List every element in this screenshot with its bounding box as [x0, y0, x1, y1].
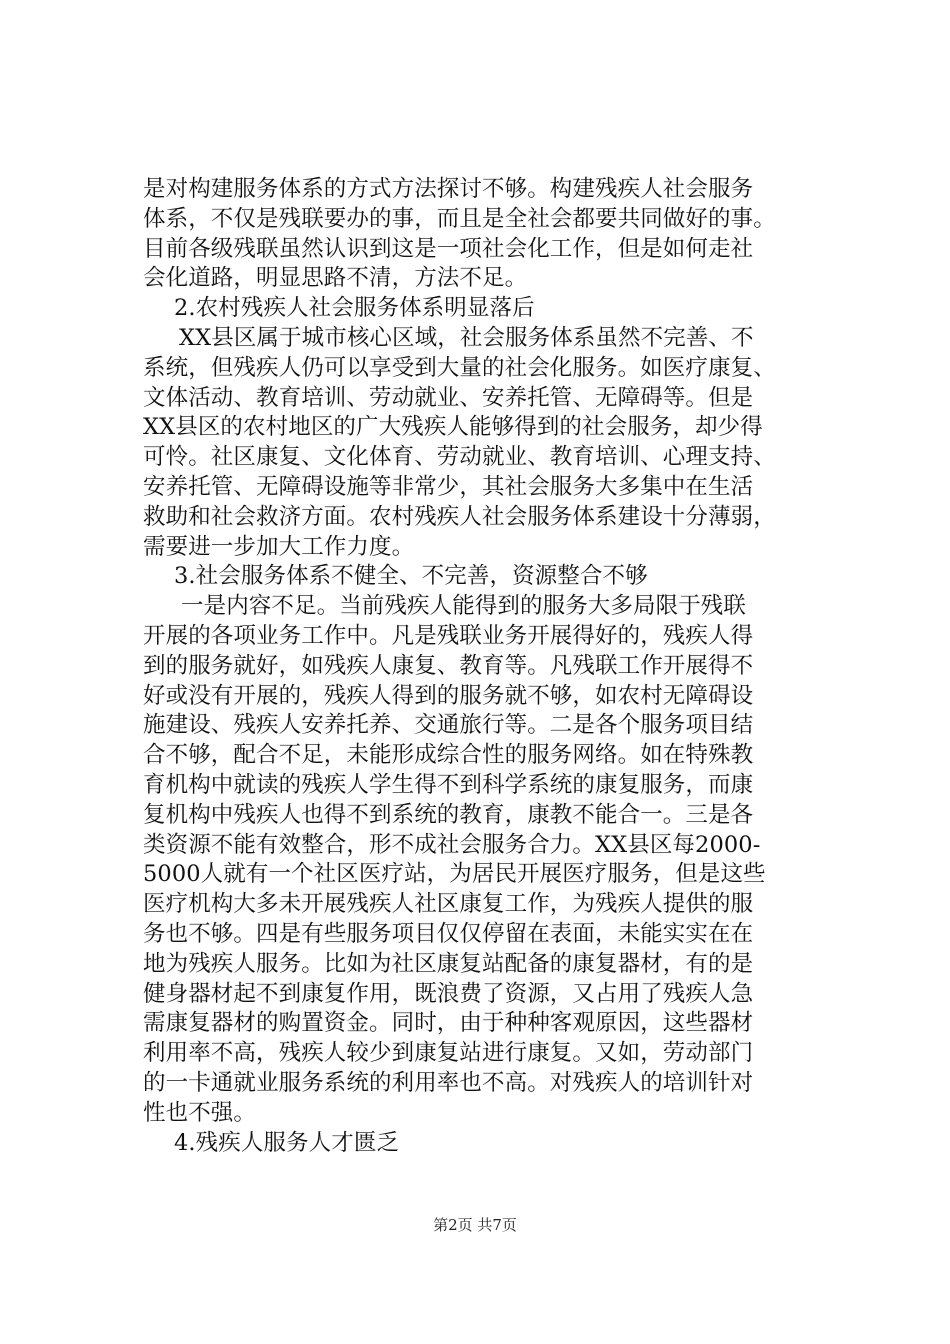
- text-line: 是对构建服务体系的方式方法探讨不够。构建残疾人社会服务: [143, 176, 754, 202]
- text-line: 可怜。社区康复、文化体育、劳动就业、教育培训、心理支持、: [143, 444, 776, 471]
- text-line: 4.残疾人服务人才匮乏: [174, 1129, 400, 1156]
- text-line: 性也不强。: [143, 1099, 257, 1126]
- text-line: 会化道路，明显思路不清，方法不足。: [143, 265, 528, 292]
- text-line: 医疗机构大多未开展残疾人社区康复工作，为残疾人提供的服: [143, 891, 754, 918]
- text-line: 安养托管、无障碍设施等非常少，其社会服务大多集中在生活: [143, 473, 754, 500]
- text-line: 开展的各项业务工作中。凡是残联业务开展得好的，残疾人得: [143, 622, 754, 649]
- text-line: 育机构中就读的残疾人学生得不到科学系统的康复服务，而康: [143, 771, 754, 798]
- text-line: 3.社会服务体系不健全、不完善，资源整合不够: [174, 563, 648, 590]
- text-line: 复机构中残疾人也得不到系统的教育，康教不能合一。三是各: [143, 801, 754, 828]
- text-line: 类资源不能有效整合，形不成社会服务合力。XX县区每2000-: [143, 831, 761, 858]
- text-line: 目前各级残联虽然认识到这是一项社会化工作，但是如何走社: [143, 235, 754, 262]
- text-line: 救助和社会救济方面。农村残疾人社会服务体系建设十分薄弱，: [143, 503, 776, 530]
- text-line: 的一卡通就业服务系统的利用率也不高。对残疾人的培训针对: [143, 1069, 754, 1096]
- text-line: 地为残疾人服务。比如为社区康复站配备的康复器材，有的是: [143, 950, 754, 977]
- text-line: 一是内容不足。当前残疾人能得到的服务大多局限于残联: [181, 593, 747, 620]
- page-number: 第2页 共7页: [433, 1216, 517, 1234]
- text-line: 需康复器材的购置资金。同时，由于种种客观原因，这些器材: [143, 1010, 754, 1037]
- text-line: 合不够，配合不足，未能形成综合性的服务网络。如在特殊教: [143, 742, 754, 769]
- text-line: 文体活动、教育培训、劳动就业、安养托管、无障碍等。但是: [143, 384, 754, 411]
- text-line: 利用率不高，残疾人较少到康复站进行康复。又如，劳动部门: [143, 1040, 754, 1067]
- text-line: XX县区的农村地区的广大残疾人能够得到的社会服务，却少得: [143, 414, 763, 441]
- text-line: XX县区属于城市核心区域，社会服务体系虽然不完善、不: [179, 324, 754, 351]
- text-line: 好或没有开展的，残疾人得到的服务就不够，如农村无障碍设: [143, 682, 754, 709]
- text-line: 健身器材起不到康复作用，既浪费了资源，又占用了残疾人急: [143, 980, 754, 1007]
- text-line: 到的服务就好，如残疾人康复、教育等。凡残联工作开展得不: [143, 652, 754, 679]
- text-line: 需要进一步加大工作力度。: [143, 533, 415, 560]
- document-body: [143, 175, 813, 1158]
- text-line: 务也不够。四是有些服务项目仅仅停留在表面，未能实实在在: [143, 920, 754, 947]
- page-footer: [0, 1214, 950, 1235]
- text-line: 施建设、残疾人安养托养、交通旅行等。二是各个服务项目结: [143, 712, 754, 739]
- text-line: 5000人就有一个社区医疗站，为居民开展医疗服务，但是这些: [143, 861, 766, 888]
- text-line: 2.农村残疾人社会服务体系明显落后: [174, 295, 535, 322]
- text-line: 体系，不仅是残联要办的事，而且是全社会都要共同做好的事。: [143, 205, 776, 232]
- text-line: 系统，但残疾人仍可以享受到大量的社会化服务。如医疗康复、: [143, 354, 776, 381]
